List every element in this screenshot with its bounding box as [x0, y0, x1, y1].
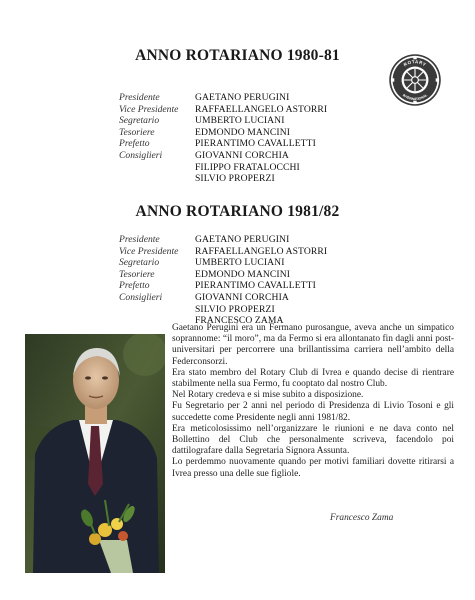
member-name: EDMONDO MANCINI: [195, 126, 291, 138]
roster-row: [119, 292, 327, 304]
member-name: FRANCESCO ZAMA: [195, 315, 284, 327]
portrait-photo: [25, 334, 165, 573]
role-label: Segretario: [119, 257, 160, 269]
roster-row: [119, 162, 327, 174]
roster-row: [119, 115, 327, 127]
section-title-1980-81: ANNO ROTARIANO 1980-81: [135, 47, 340, 64]
roster-row: [119, 234, 327, 246]
role-label: [119, 304, 195, 316]
member-name: UMBERTO LUCIANI: [195, 115, 285, 127]
member-name: SILVIO PROPERZI: [195, 303, 275, 315]
roster-row: [119, 150, 327, 162]
roster-row: [119, 92, 327, 104]
roster-row: [119, 269, 327, 281]
role-label: Presidente: [119, 92, 160, 103]
member-name: GIOVANNI CORCHIA: [195, 291, 289, 303]
roster-row: [119, 280, 327, 292]
roster-row: [119, 138, 327, 150]
member-name: FILIPPO FRATALOCCHI: [195, 161, 300, 173]
author-signature: Francesco Zama: [330, 513, 394, 523]
role-label: Vice Presidente: [119, 103, 179, 115]
roster-row: [119, 257, 327, 269]
role-label: Prefetto: [119, 280, 150, 292]
section-title-1981-82: ANNO ROTARIANO 1981/82: [135, 203, 340, 220]
bio-paragraph: Nel Rotary credeva e si mise subito a disposizione.: [172, 390, 364, 401]
role-label: Consiglieri: [119, 291, 163, 303]
biography-text: [172, 323, 454, 480]
member-name: GAETANO PERUGINI: [195, 92, 290, 103]
role-label: Presidente: [119, 234, 160, 245]
role-label: Prefetto: [119, 138, 150, 150]
role-label: [119, 162, 195, 174]
rotary-logo: [387, 52, 443, 108]
bio-paragraph: Era stato membro del Rotary Club di Ivrea e quando decise di rientrare stabilmente nella sua Fermo, fu cooptato dal nostro Club.: [172, 367, 454, 390]
roster-row: [119, 304, 327, 316]
role-label: Vice Presidente: [119, 245, 179, 257]
roster-1981-82: [119, 234, 327, 327]
roster-row: [119, 104, 327, 116]
member-name: PIERANTIMO CAVALLETTI: [195, 280, 316, 292]
member-name: SILVIO PROPERZI: [195, 173, 275, 185]
member-name: PIERANTIMO CAVALLETTI: [195, 138, 316, 150]
role-label: [119, 173, 195, 185]
member-name: RAFFAELLANGELO ASTORRI: [195, 103, 328, 115]
roster-row: [119, 246, 327, 258]
logo-text-bottom: INTERNATIONAL: [401, 93, 429, 102]
logo-text-top: ROTARY: [402, 59, 428, 68]
member-name: RAFFAELLANGELO ASTORRI: [195, 245, 328, 257]
bio-paragraph: Fu Segretario per 2 anni nel periodo di Presidenza di Livio Tosoni e gli succedette come Presidente negli anni 1981/82.: [172, 401, 454, 423]
roster-row: [119, 173, 327, 185]
roster-1980-81: [119, 92, 327, 185]
member-name: GIOVANNI CORCHIA: [195, 149, 289, 161]
role-label: Consiglieri: [119, 149, 163, 161]
bio-paragraph: Lo perdemmo nuovamente quando per motivi familiari dovette ritirarsi a Ivrea presso una delle sue figliole.: [172, 457, 454, 479]
bio-paragraph: Gaetano Perugini era un Fermano purosangue, aveva anche un simpatico soprannome: “il moro”, ma da Fermo si era allontanato fin dagli anni post-universitari per percorrere una brillantissima carriera nell’ambito della Federconsorzi.: [172, 323, 454, 367]
role-label: Tesoriere: [119, 268, 155, 280]
member-name: EDMONDO MANCINI: [195, 268, 291, 280]
role-label: Segretario: [119, 115, 160, 127]
member-name: GAETANO PERUGINI: [195, 234, 290, 245]
bio-paragraph: Era meticolosissimo nell’organizzare le riunioni e ne dava conto nel Bollettino del Club che personalmente scriveva, facendolo poi dattilografare dalla Segretaria Signora Assunta.: [172, 423, 454, 457]
role-label: Tesoriere: [119, 126, 155, 138]
member-name: UMBERTO LUCIANI: [195, 257, 285, 269]
roster-row: [119, 127, 327, 139]
